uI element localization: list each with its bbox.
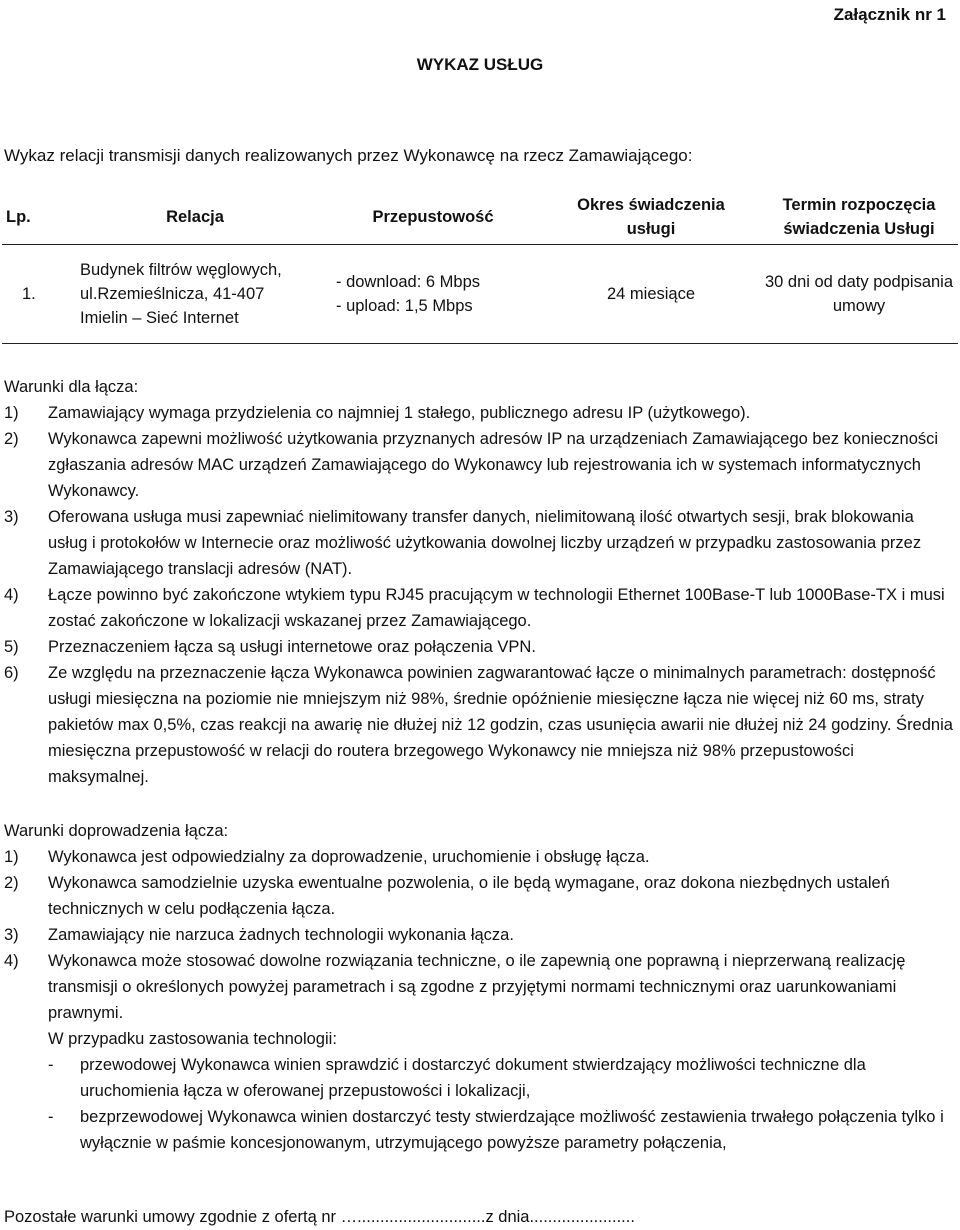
list-item	[4, 922, 956, 948]
item-text: Wykonawca zapewni możliwość użytkowania przyznanych adresów IP na urządzeniach Zamawiającego bez konieczności zgłaszania adresów MAC urządzeń Zamawiającego do Wykonawcy lub rejestrowania ich w systemach informatycznych Wykonawcy.	[48, 430, 939, 500]
item-number: 4)	[4, 952, 19, 970]
item-number: 1)	[4, 404, 19, 422]
header-okres	[542, 190, 760, 245]
item-number: 2)	[4, 874, 19, 892]
item-text: Ze względu na przeznaczenie łącza Wykonawca powinien zagwarantować łącze o minimalnych parametrach: dostępność usługi miesięczna na poziomie nie mniejszym niż 98%, średnie opóźnienie miesięczne łącza nie więcej niż 60 ms, straty pakietów max 0,5%, czas reakcji na awarię nie dłużej niż 12 godzin, czas usunięcia awarii nie dłużej niż 24 godziny. Średnia miesięczna przepustowość w relacji do routera brzegowego Wykonawcy nie mniejsza niż 98% przepustowości maksymalnej.	[48, 664, 953, 786]
cell-download: - download: 6 Mbps	[336, 273, 480, 291]
section-warunki-doprowadzenia	[4, 818, 956, 1156]
header-termin-line1: Termin rozpoczęcia	[782, 196, 936, 214]
item-text: Wykonawca samodzielnie uzyska ewentualne pozwolenia, o ile będą wymagane, oraz dokona niezbędnych ustaleń technicznych w celu podłączenia łącza.	[48, 874, 890, 918]
cell-termin	[760, 245, 958, 344]
list-item	[4, 1052, 956, 1104]
item-text: Wykonawca może stosować dowolne rozwiązania techniczne, o ile zapewnią one poprawną i nieprzerwaną realizację transmisji o określonych powyżej parametrach i są zgodne z przyjętymi normami technicznymi oraz uarunkowaniami prawnymi.	[48, 952, 906, 1022]
item-text: przewodowej Wykonawca winien sprawdzić i dostarczyć dokument stwierdzający możliwości techniczne dla uruchomienia łącza w oferowanej przepustowości i lokalizacji,	[80, 1056, 866, 1100]
item-number: 5)	[4, 638, 19, 656]
item-text: Łącze powinno być zakończone wtykiem typu RJ45 pracującym w technologii Ethernet 100Base-T lub 1000Base-TX i musi zostać zakończone w lokalizacji wskazanej przez Zamawiającego.	[48, 586, 945, 630]
item-number: 3)	[4, 508, 19, 526]
footer-offer-line: Pozostałe warunki umowy zgodnie z ofertą nr …............................z dnia.......................	[4, 1208, 635, 1226]
cell-okres: 24 miesiące	[542, 245, 760, 344]
item-text: Zamawiający wymaga przydzielenia co najmniej 1 stałego, publicznego adresu IP (użytkowego).	[48, 404, 751, 422]
cell-relacja-line1: Budynek filtrów węglowych,	[80, 261, 282, 279]
section-warunki-lacza	[4, 374, 956, 790]
section-heading: Warunki dla łącza:	[4, 378, 139, 396]
item-number: 6)	[4, 664, 19, 682]
header-okres-line1: Okres świadczenia	[577, 196, 725, 214]
cell-termin-line2: umowy	[832, 297, 886, 315]
cell-relacja-line3: Imielin – Sieć Internet	[80, 309, 239, 327]
table-header-row	[2, 190, 958, 245]
list-item	[4, 870, 956, 922]
header-termin-line2: świadczenia Usługi	[783, 220, 935, 238]
services-table	[2, 190, 958, 344]
bullet-dash: -	[48, 1056, 54, 1074]
header-przepustowosc	[324, 190, 542, 245]
bullet-dash: -	[48, 1108, 54, 1126]
intro-text: Wykaz relacji transmisji danych realizowanych przez Wykonawcę na rzecz Zamawiającego:	[4, 146, 693, 165]
header-przepustowosc-label: Przepustowość	[372, 208, 494, 226]
section-heading: Warunki doprowadzenia łącza:	[4, 822, 229, 840]
item-number: 3)	[4, 926, 19, 944]
list-item	[4, 844, 956, 870]
technology-intro: W przypadku zastosowania technologii:	[48, 1030, 337, 1048]
header-relacja: Relacja	[166, 208, 224, 226]
document-title: WYKAZ USŁUG	[416, 55, 544, 74]
item-number: 2)	[4, 430, 19, 448]
header-okres-line2: usługi	[626, 220, 676, 238]
item-text: Przeznaczeniem łącza są usługi internetowe oraz połączenia VPN.	[48, 638, 536, 656]
cell-relacja-line2: ul.Rzemieślnicza, 41-407	[80, 285, 265, 303]
item-number: 1)	[4, 848, 19, 866]
list-item	[4, 400, 956, 426]
list-item	[4, 582, 956, 634]
cell-przepustowosc	[324, 245, 542, 344]
list-item	[4, 948, 956, 1026]
list-item	[4, 660, 956, 790]
cell-relacja	[66, 245, 324, 344]
list-item	[4, 426, 956, 504]
header-termin	[760, 190, 958, 245]
cell-termin-line1: 30 dni od daty podpisania	[764, 273, 954, 291]
table-row	[2, 245, 958, 344]
list-item	[4, 634, 956, 660]
header-lp: Lp.	[6, 208, 31, 226]
item-text: Oferowana usługa musi zapewniać nielimitowany transfer danych, nielimitowaną ilość otwartych sesji, brak blokowania usług i protokołów w Internecie oraz możliwość użytkowania dowolnej liczby urządzeń w przypadku zastosowania przez Zamawiającego translacji adresów (NAT).	[48, 508, 922, 578]
cell-upload: - upload: 1,5 Mbps	[336, 297, 473, 315]
item-text: Wykonawca jest odpowiedzialny za doprowadzenie, uruchomienie i obsługę łącza.	[48, 848, 650, 866]
annex-label: Załącznik nr 1	[833, 5, 946, 24]
item-text: Zamawiający nie narzuca żadnych technologii wykonania łącza.	[48, 926, 514, 944]
cell-lp: 1.	[2, 245, 66, 344]
item-text: bezprzewodowej Wykonawca winien dostarczyć testy stwierdzające możliwość zestawienia trwałego połączenia tylko i wyłącznie w paśmie koncesjonowanym, utrzymującego powyższe parametry połączenia,	[80, 1108, 944, 1152]
item-number: 4)	[4, 586, 19, 604]
list-item	[4, 504, 956, 582]
list-item	[4, 1104, 956, 1156]
